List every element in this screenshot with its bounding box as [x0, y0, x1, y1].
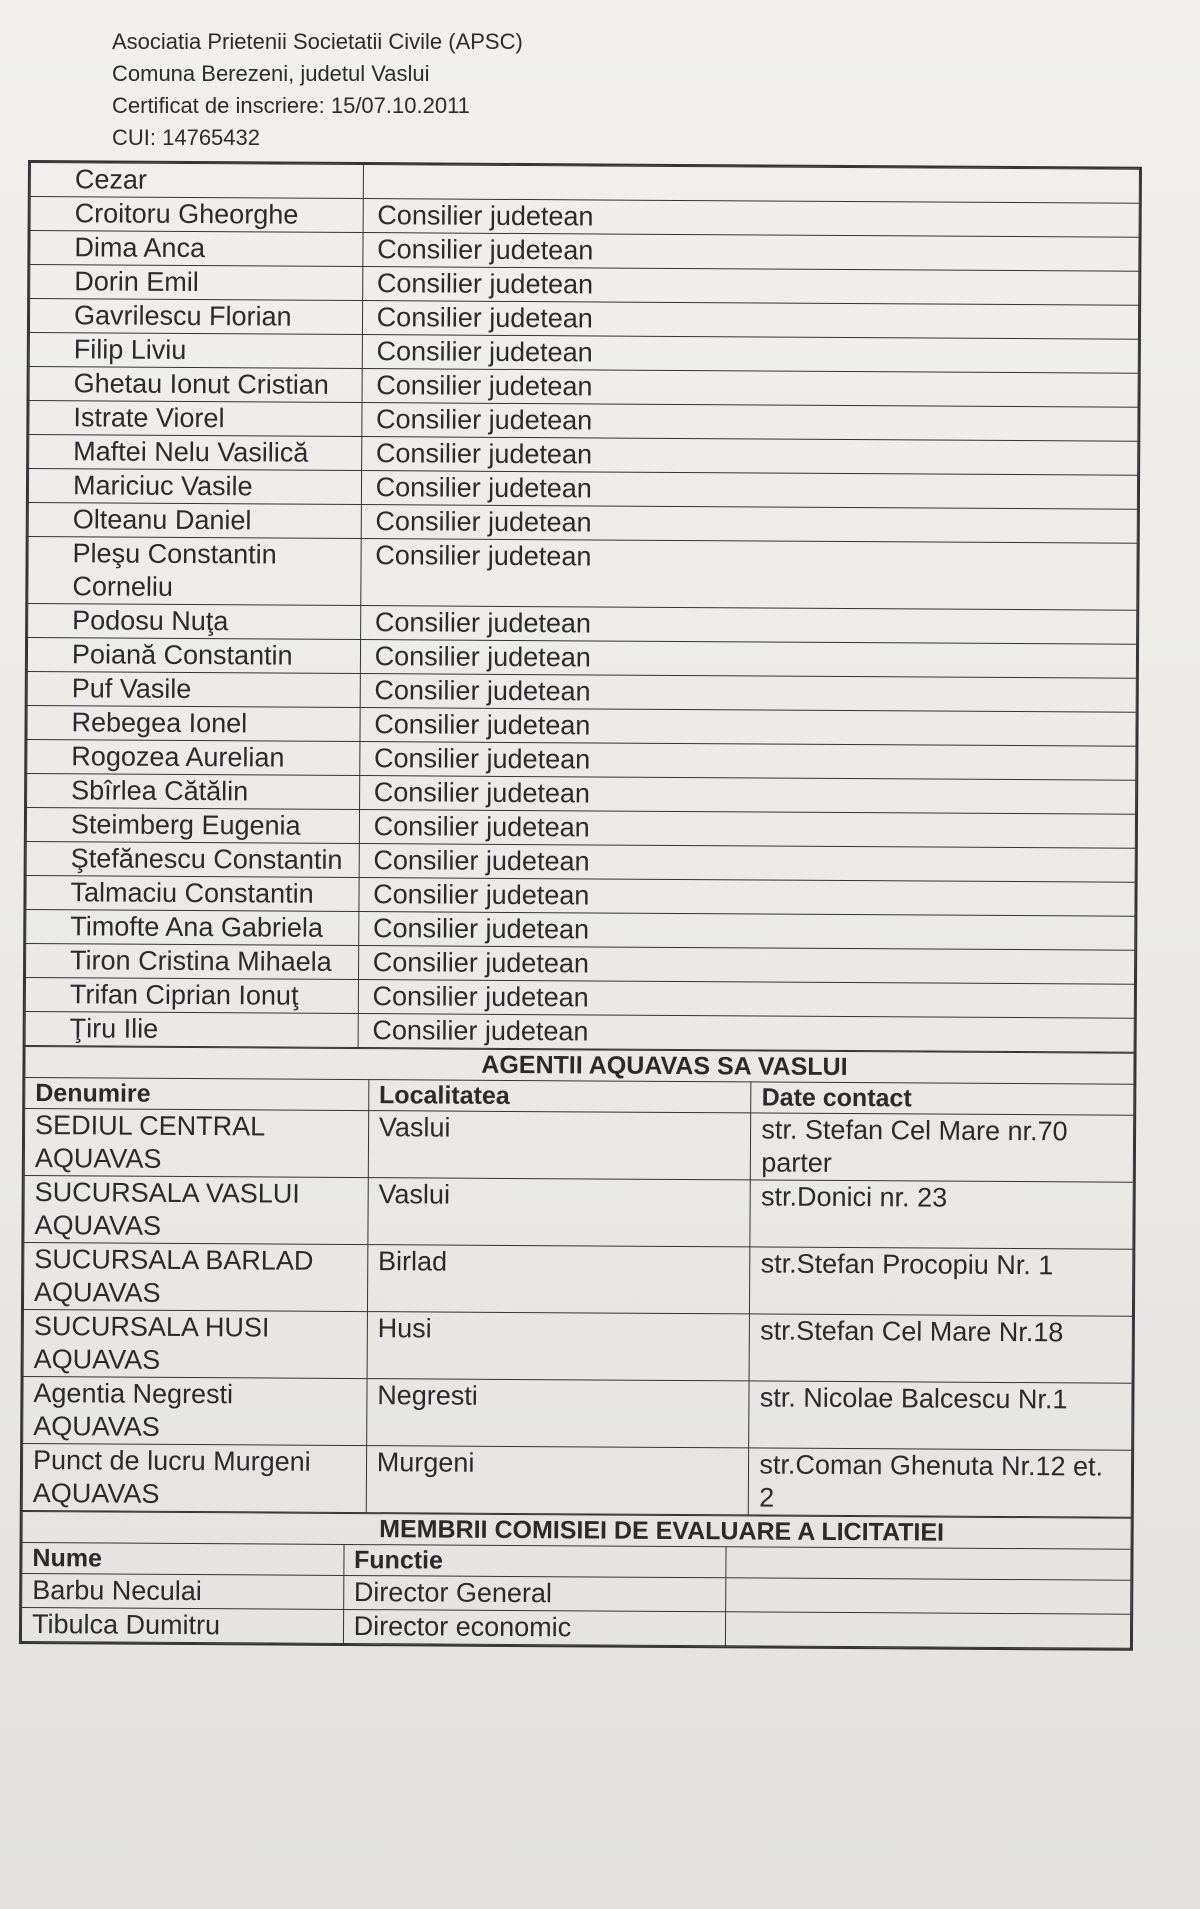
agency-locality: Birlad	[367, 1245, 750, 1314]
agency-name: SUCURSALA HUSI AQUAVAS	[23, 1309, 367, 1378]
member-name: Ştefănescu Constantin	[26, 842, 359, 878]
member-name: Dorin Emil	[30, 265, 363, 301]
member-name: Poiană Constantin	[27, 638, 360, 674]
member-role: Consilier judetean	[361, 505, 1138, 544]
agency-contact: str.Coman Ghenuta Nr.12 et. 2	[749, 1448, 1132, 1517]
member-name: Rogozea Aurelian	[27, 740, 360, 776]
org-header	[112, 26, 523, 154]
council-members-table	[25, 162, 1140, 1053]
agency-row	[24, 1175, 1133, 1249]
column-header-name: Denumire	[25, 1077, 369, 1110]
commission-table	[21, 1511, 1132, 1649]
member-name: Mariciuc Vasile	[28, 469, 361, 505]
member-name: Ţiru Ilie	[25, 1011, 358, 1047]
member-role: Consilier judetean	[360, 674, 1137, 713]
commission-member-role: Director economic	[343, 1609, 726, 1645]
registration-certificate: Certificat de inscriere: 15/07.10.2011	[112, 93, 470, 118]
member-name: Timofte Ana Gabriela	[26, 910, 359, 946]
member-role: Consilier judetean	[362, 335, 1139, 374]
member-role: Consilier judetean	[360, 606, 1137, 645]
member-name: Pleşu Constantin Corneliu	[28, 537, 361, 606]
agency-locality: Murgeni	[366, 1446, 749, 1515]
member-name: Istrate Viorel	[29, 401, 362, 437]
member-name: Sbîrlea Cătălin	[27, 774, 360, 810]
member-role: Consilier judetean	[362, 267, 1139, 306]
member-role: Consilier judetean	[362, 369, 1139, 408]
member-name: Tiron Cristina Mihaela	[26, 944, 359, 980]
member-role: Consilier judetean	[363, 233, 1140, 272]
member-role: Consilier judetean	[358, 912, 1135, 951]
commission-member-name: Barbu Neculai	[22, 1573, 344, 1609]
agencies-table	[22, 1046, 1135, 1518]
agency-row	[22, 1443, 1131, 1517]
agency-row	[23, 1309, 1132, 1383]
member-role: Consilier judetean	[358, 1014, 1135, 1053]
empty-cell	[726, 1612, 1131, 1648]
fiscal-code: CUI: 14765432	[112, 125, 260, 150]
member-name: Maftei Nelu Vasilică	[29, 435, 362, 471]
column-header-nume: Nume	[22, 1542, 344, 1575]
member-name: Puf Vasile	[27, 672, 360, 708]
member-role: Consilier judetean	[359, 878, 1136, 917]
empty-cell	[726, 1578, 1131, 1614]
document-tables	[19, 160, 1142, 1651]
member-role: Consilier judetean	[363, 199, 1140, 238]
member-row	[28, 537, 1137, 611]
member-name: Ghetau Ionut Cristian	[29, 367, 362, 403]
agency-locality: Negresti	[366, 1379, 749, 1448]
member-name: Cezar	[30, 163, 363, 199]
agency-contact: str. Stefan Cel Mare nr.70 parter	[751, 1113, 1134, 1182]
member-name: Filip Liviu	[29, 333, 362, 369]
agency-contact: str.Stefan Cel Mare Nr.18	[749, 1314, 1132, 1383]
member-name: Dima Anca	[30, 231, 363, 267]
member-role	[363, 165, 1140, 204]
member-role: Consilier judetean	[362, 403, 1139, 442]
agency-row	[23, 1376, 1132, 1450]
agency-locality: Vaslui	[368, 1111, 751, 1180]
member-role: Consilier judetean	[359, 776, 1136, 815]
agency-name: Punct de lucru Murgeni AQUAVAS	[22, 1443, 366, 1512]
agency-row	[23, 1242, 1132, 1316]
member-role: Consilier judetean	[358, 946, 1135, 985]
member-name: Gavrilescu Florian	[29, 299, 362, 335]
member-name: Rebegea Ionel	[27, 706, 360, 742]
agency-row	[24, 1108, 1133, 1182]
agency-name: Agentia Negresti AQUAVAS	[23, 1376, 367, 1445]
agency-contact: str.Stefan Procopiu Nr. 1	[750, 1247, 1133, 1316]
column-header-locality: Localitatea	[368, 1080, 751, 1113]
commission-row	[21, 1607, 1130, 1648]
empty-cell	[726, 1547, 1131, 1580]
member-name: Talmaciu Constantin	[26, 876, 359, 912]
member-role: Consilier judetean	[359, 844, 1136, 883]
commission-member-name: Tibulca Dumitru	[21, 1607, 343, 1643]
member-role: Consilier judetean	[358, 980, 1135, 1019]
member-name: Croitoru Gheorghe	[30, 197, 363, 233]
member-name: Podosu Nuţa	[28, 604, 361, 640]
member-role: Consilier judetean	[360, 640, 1137, 679]
column-header-contact: Date contact	[751, 1082, 1134, 1115]
agency-name: SUCURSALA VASLUI AQUAVAS	[24, 1175, 368, 1244]
commission-title: MEMBRII COMISIEI DE EVALUARE A LICITATIEI	[22, 1511, 1131, 1549]
agency-locality: Vaslui	[368, 1178, 751, 1247]
member-role: Consilier judetean	[361, 471, 1138, 510]
org-name: Asociatia Prietenii Societatii Civile (APSC)	[112, 29, 523, 54]
member-role: Consilier judetean	[362, 301, 1139, 340]
agency-name: SUCURSALA BARLAD AQUAVAS	[23, 1242, 367, 1311]
member-name: Olteanu Daniel	[28, 503, 361, 539]
member-role: Consilier judetean	[361, 437, 1138, 476]
member-role: Consilier judetean	[359, 810, 1136, 849]
org-address: Comuna Berezeni, judetul Vaslui	[112, 61, 430, 86]
agency-contact: str. Nicolae Balcescu Nr.1	[749, 1381, 1132, 1450]
agencies-title: AGENTII AQUAVAS SA VASLUI	[25, 1046, 1134, 1084]
commission-member-role: Director General	[343, 1575, 726, 1611]
agency-name: SEDIUL CENTRAL AQUAVAS	[24, 1108, 368, 1177]
member-role: Consilier judetean	[359, 742, 1136, 781]
agency-locality: Husi	[367, 1312, 750, 1381]
member-name: Trifan Ciprian Ionuţ	[25, 978, 358, 1014]
column-header-functie: Functie	[343, 1544, 726, 1577]
member-role: Consilier judetean	[360, 708, 1137, 747]
member-name: Steimberg Eugenia	[26, 808, 359, 844]
member-role: Consilier judetean	[360, 539, 1137, 611]
agency-contact: str.Donici nr. 23	[750, 1180, 1133, 1249]
